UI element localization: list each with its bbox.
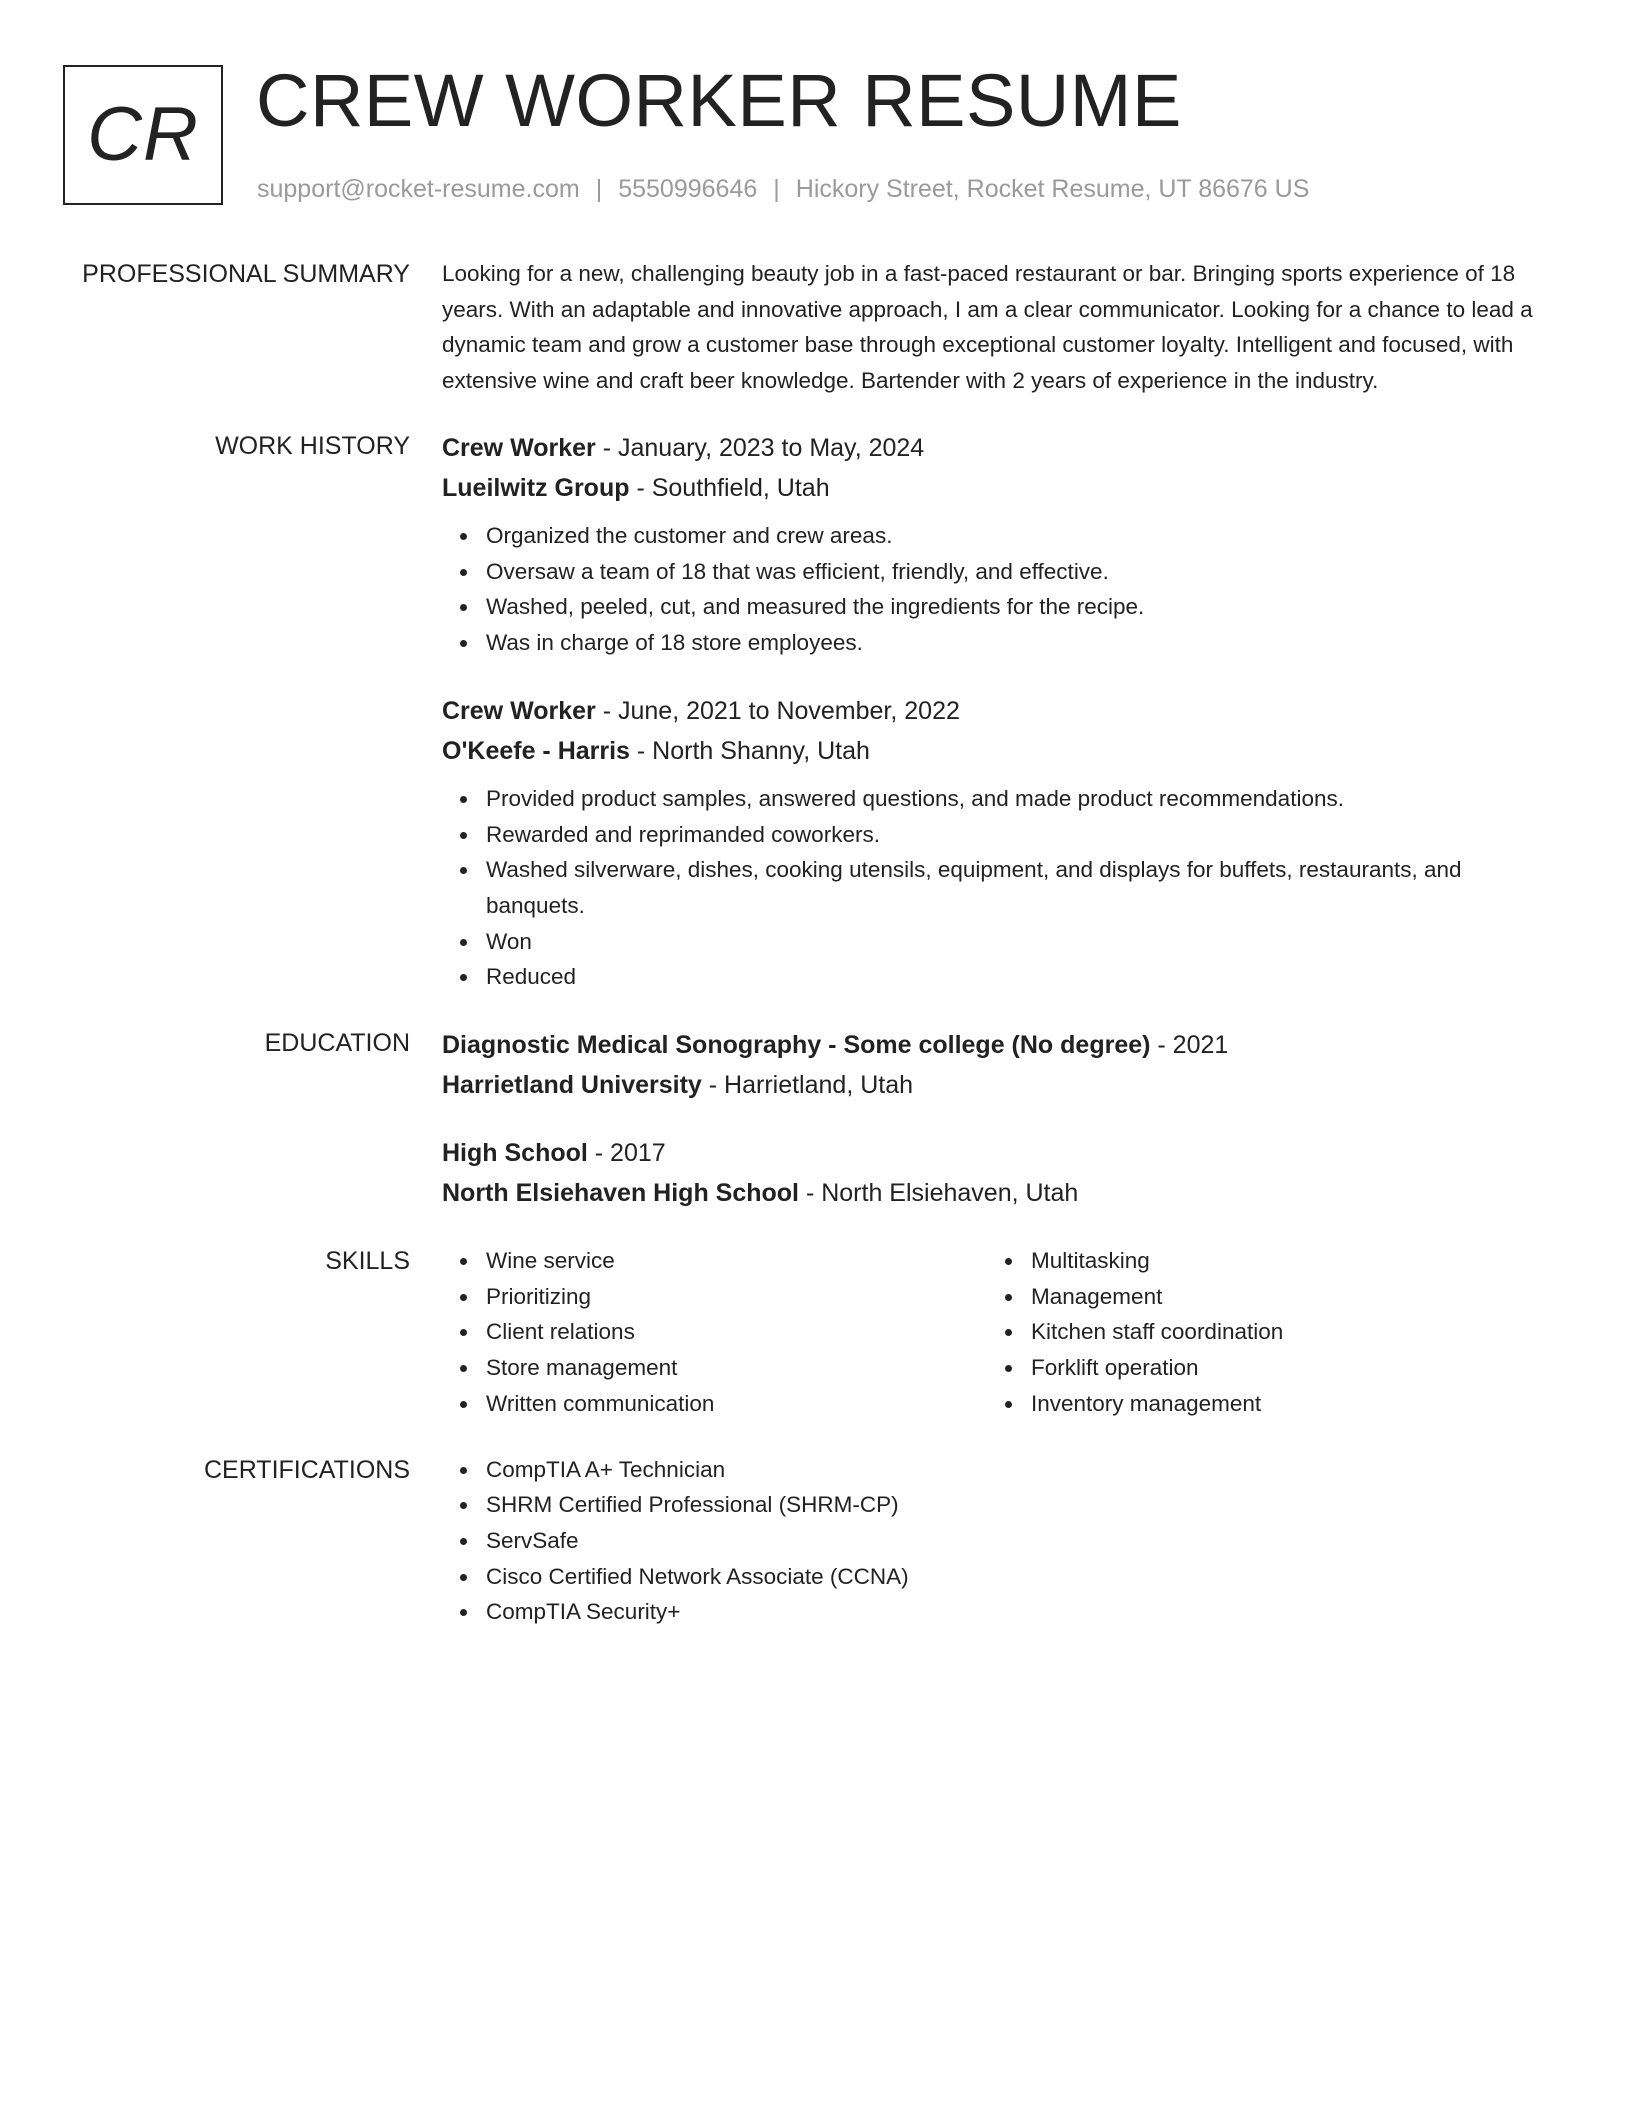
education-entry [442, 1025, 1562, 1105]
education-location: - North Elsiehaven, Utah [799, 1179, 1079, 1208]
skills-list [987, 1243, 1532, 1422]
section-heading-work: WORK HISTORY [215, 432, 410, 460]
job-company: O'Keefe - Harris [442, 736, 630, 765]
job-entry [442, 691, 1562, 995]
skills-column-right [987, 1243, 1532, 1422]
summary-text: Looking for a new, challenging beauty job in a fast-paced restaurant or bar. Bringing sports experience of 18 years. With an adaptable and innovative approach, I am a clear communicator. Looking for a chance to lead a dynamic team and grow a customer base through exceptional customer loyalty. Intelligent and focused, with extensive wine and craft beer knowledge. Bartender with 2 years of experience in the industry. [442, 261, 1533, 393]
section-education [0, 1025, 1632, 1213]
education-year: - 2017 [587, 1139, 666, 1168]
contact-line [257, 174, 1309, 204]
job-location: - Southfield, Utah [629, 474, 830, 502]
contact-separator: | [595, 175, 603, 203]
skill-item: Wine service [486, 1243, 987, 1279]
resume-sections [0, 256, 1632, 1660]
education-body [442, 1025, 1562, 1213]
section-certifications [0, 1452, 1632, 1631]
skill-item: Management [1031, 1279, 1532, 1315]
duty-item: Rewarded and reprimanded coworkers. [486, 817, 1562, 853]
certifications-list [442, 1452, 1562, 1631]
monogram-initials: CR [87, 92, 199, 177]
job-dates: - June, 2021 to November, 2022 [595, 696, 960, 725]
education-location: - Harrietland, Utah [701, 1071, 914, 1100]
job-duties [442, 518, 1562, 661]
education-degree-line [442, 1025, 1562, 1065]
education-entry [442, 1133, 1562, 1213]
education-school-line [442, 1173, 1562, 1213]
skills-body [442, 1243, 1562, 1422]
contact-separator: | [773, 175, 780, 203]
job-company: Lueilwitz Group [442, 474, 630, 502]
education-degree: High School [442, 1139, 588, 1168]
certification-item: CompTIA A+ Technician [486, 1452, 1562, 1488]
duty-item: Washed, peeled, cut, and measured the ingredients for the recipe. [486, 589, 1562, 625]
job-dates: - January, 2023 to May, 2024 [595, 434, 925, 462]
section-work-history [0, 428, 1632, 995]
monogram-badge [63, 65, 223, 205]
education-school: Harrietland University [442, 1071, 702, 1100]
duty-item: Was in charge of 18 store employees. [486, 625, 1562, 661]
job-title-line [442, 428, 1562, 468]
skills-list [442, 1243, 987, 1422]
certification-item: SHRM Certified Professional (SHRM-CP) [486, 1487, 1562, 1523]
job-entry [442, 428, 1562, 661]
education-school: North Elsiehaven High School [442, 1179, 799, 1208]
work-body [442, 428, 1562, 995]
job-company-line [442, 731, 1562, 771]
skill-item: Client relations [486, 1314, 987, 1350]
section-skills [0, 1243, 1632, 1422]
skill-item: Store management [486, 1350, 987, 1386]
education-degree-line [442, 1133, 1562, 1173]
skills-column-left [442, 1243, 987, 1422]
skill-item: Written communication [486, 1386, 987, 1422]
contact-email[interactable]: support@rocket-resume.com [257, 175, 580, 203]
skill-item: Inventory management [1031, 1386, 1532, 1422]
skill-item: Forklift operation [1031, 1350, 1532, 1386]
education-year: - 2021 [1150, 1031, 1229, 1060]
duty-item: Reduced [486, 959, 1562, 995]
section-heading-certifications: CERTIFICATIONS [203, 1455, 410, 1484]
section-heading-skills: SKILLS [325, 1247, 410, 1276]
resume-title: CREW WORKER RESUME [256, 59, 1182, 142]
duty-item: Washed silverware, dishes, cooking utensils, equipment, and displays for buffets, restaurants, and banquets. [486, 852, 1562, 923]
summary-body [442, 256, 1562, 398]
duty-item: Organized the customer and crew areas. [486, 518, 1562, 554]
duty-item: Oversaw a team of 18 that was efficient, friendly, and effective. [486, 554, 1562, 590]
education-degree: Diagnostic Medical Sonography - Some college (No degree) [442, 1031, 1151, 1060]
certification-item: Cisco Certified Network Associate (CCNA) [486, 1559, 1562, 1595]
job-company-line [442, 468, 1562, 508]
contact-address: Hickory Street, Rocket Resume, UT 86676 US [795, 175, 1310, 203]
duty-item: Provided product samples, answered questions, and made product recommendations. [486, 781, 1562, 817]
certification-item: ServSafe [486, 1523, 1562, 1559]
certification-item: CompTIA Security+ [486, 1594, 1562, 1630]
job-title: Crew Worker [442, 434, 596, 462]
job-title: Crew Worker [442, 696, 596, 725]
duty-item: Won [486, 924, 1562, 960]
certifications-body [442, 1452, 1562, 1631]
job-duties [442, 781, 1562, 995]
job-location: - North Shanny, Utah [629, 736, 870, 765]
contact-phone[interactable]: 5550996646 [618, 175, 758, 203]
section-summary [0, 256, 1632, 398]
education-school-line [442, 1065, 1562, 1105]
section-heading-summary: PROFESSIONAL SUMMARY [82, 260, 410, 288]
skill-item: Prioritizing [486, 1279, 987, 1315]
section-heading-education: EDUCATION [264, 1029, 410, 1058]
job-title-line [442, 691, 1562, 731]
skill-item: Multitasking [1031, 1243, 1532, 1279]
skill-item: Kitchen staff coordination [1031, 1314, 1532, 1350]
